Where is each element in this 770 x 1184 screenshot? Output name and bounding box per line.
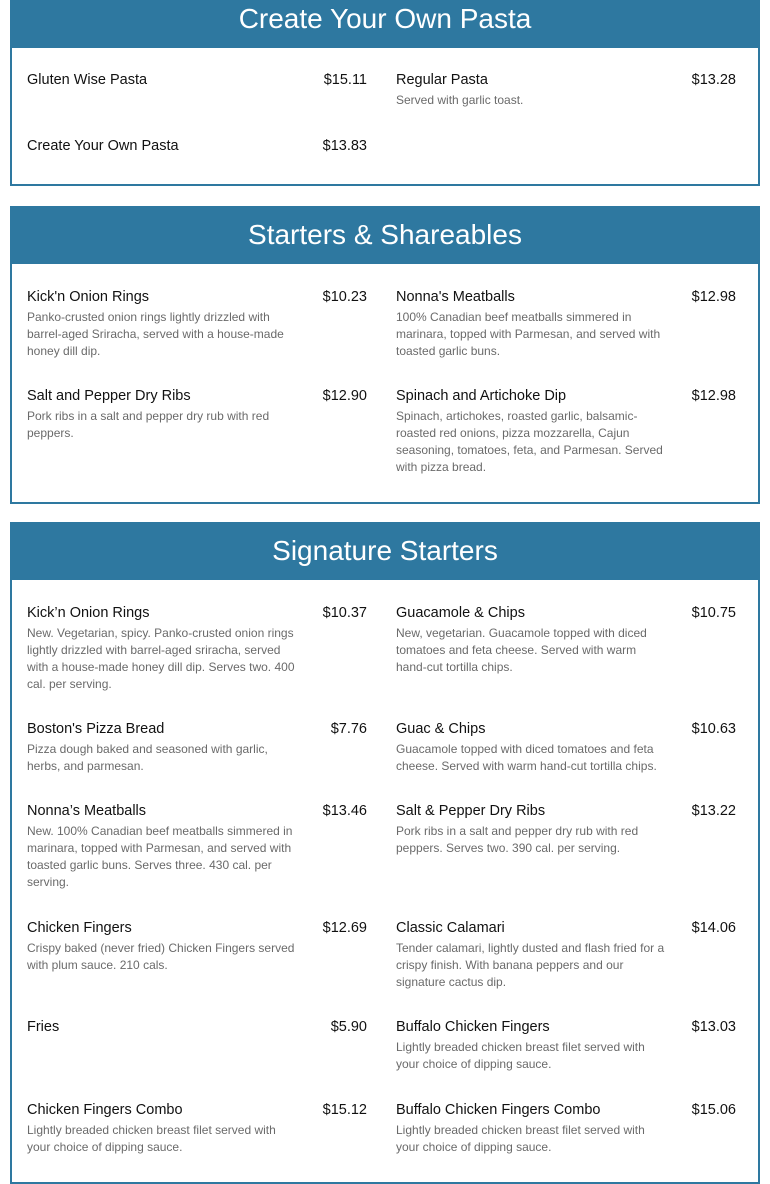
item-description: Pizza dough baked and seasoned with garlic, herbs, and parmesan. <box>27 742 268 773</box>
item-price: $15.12 <box>322 1102 367 1118</box>
item-price: $7.76 <box>330 721 367 737</box>
menu-section-starters-shareables <box>10 206 760 504</box>
item-price: $12.98 <box>691 289 736 305</box>
item-price: $14.06 <box>691 920 736 936</box>
item-name: Buffalo Chicken Fingers Combo <box>396 1102 601 1118</box>
item-description: New. 100% Canadian beef meatballs simmered in marinara, topped with Parmesan, and served with toasted garlic buns. Serves three. 430 cal. per serving. <box>27 824 293 889</box>
section-title: Starters & Shareables <box>10 206 760 264</box>
item-name: Kick’n Onion Rings <box>27 605 150 621</box>
item-price: $13.22 <box>691 803 736 819</box>
item-description: Pork ribs in a salt and pepper dry rub with red peppers. Serves two. 390 cal. per serving. <box>396 824 639 855</box>
item-name: Chicken Fingers Combo <box>27 1102 183 1118</box>
item-price: $12.69 <box>322 920 367 936</box>
item-name: Salt and Pepper Dry Ribs <box>27 388 191 404</box>
item-price: $13.46 <box>322 803 367 819</box>
item-name: Guac & Chips <box>396 721 486 737</box>
item-name: Chicken Fingers <box>27 920 132 936</box>
item-description: Panko-crusted onion rings lightly drizzled with barrel-aged Sriracha, served with a house-made honey dill dip. <box>27 310 284 358</box>
item-name: Kick'n Onion Rings <box>27 289 150 305</box>
item-name: Salt & Pepper Dry Ribs <box>396 803 546 819</box>
item-name: Nonna’s Meatballs <box>27 803 147 819</box>
item-name: Create Your Own Pasta <box>27 138 179 154</box>
item-description: New. Vegetarian, spicy. Panko-crusted onion rings lightly drizzled with barrel-aged sriracha, served with a house-made honey dill dip. Serves two. 400 cal. per serving. <box>27 626 295 691</box>
menu-section-signature-starters <box>10 522 760 1184</box>
item-price: $13.03 <box>691 1019 736 1035</box>
item-price: $10.23 <box>322 289 367 305</box>
item-price: $15.06 <box>691 1102 736 1118</box>
item-name: Boston's Pizza Bread <box>27 721 165 737</box>
item-name: Regular Pasta <box>396 72 488 88</box>
item-price: $13.28 <box>691 72 736 88</box>
section-title: Create Your Own Pasta <box>10 0 760 48</box>
item-price: $5.90 <box>330 1019 367 1035</box>
item-description: Pork ribs in a salt and pepper dry rub with red peppers. <box>27 409 270 440</box>
item-name: Guacamole & Chips <box>396 605 525 621</box>
item-price: $12.98 <box>691 388 736 404</box>
item-name: Classic Calamari <box>396 920 505 936</box>
item-price: $15.11 <box>323 72 367 88</box>
item-name: Buffalo Chicken Fingers <box>396 1019 550 1035</box>
item-description: Served with garlic toast. <box>396 93 524 107</box>
item-description: Crispy baked (never fried) Chicken Fingers served with plum sauce. 210 cals. <box>27 941 295 972</box>
item-price: $13.83 <box>322 138 367 154</box>
item-description: Lightly breaded chicken breast filet served with your choice of dipping sauce. <box>396 1123 645 1154</box>
item-name: Spinach and Artichoke Dip <box>396 388 567 404</box>
item-price: $10.63 <box>691 721 736 737</box>
menu-section-pasta <box>10 0 760 186</box>
item-price: $10.75 <box>691 605 736 621</box>
item-description: 100% Canadian beef meatballs simmered in marinara, topped with Parmesan, and served with toasted garlic buns. <box>396 310 661 358</box>
item-price: $10.37 <box>322 605 367 621</box>
item-name: Nonna's Meatballs <box>396 289 515 305</box>
section-title: Signature Starters <box>10 522 760 580</box>
item-description: Tender calamari, lightly dusted and flash fried for a crispy finish. With banana peppers and our signature cactus dip. <box>396 941 665 989</box>
item-description: Lightly breaded chicken breast filet served with your choice of dipping sauce. <box>27 1123 276 1154</box>
item-description: Spinach, artichokes, roasted garlic, balsamic-roasted red onions, pizza mozzarella, Cajun seasoning, tomatoes, feta, and Parmesan. Served with pizza bread. <box>396 409 663 474</box>
item-description: Guacamole topped with diced tomatoes and feta cheese. Served with warm hand-cut tortilla chips. <box>396 742 657 773</box>
item-description: New, vegetarian. Guacamole topped with diced tomatoes and feta cheese. Served with warm hand-cut tortilla chips. <box>396 626 647 674</box>
item-name: Gluten Wise Pasta <box>27 72 148 88</box>
item-description: Lightly breaded chicken breast filet served with your choice of dipping sauce. <box>396 1040 645 1071</box>
item-name: Fries <box>27 1019 60 1035</box>
item-price: $12.90 <box>322 388 367 404</box>
